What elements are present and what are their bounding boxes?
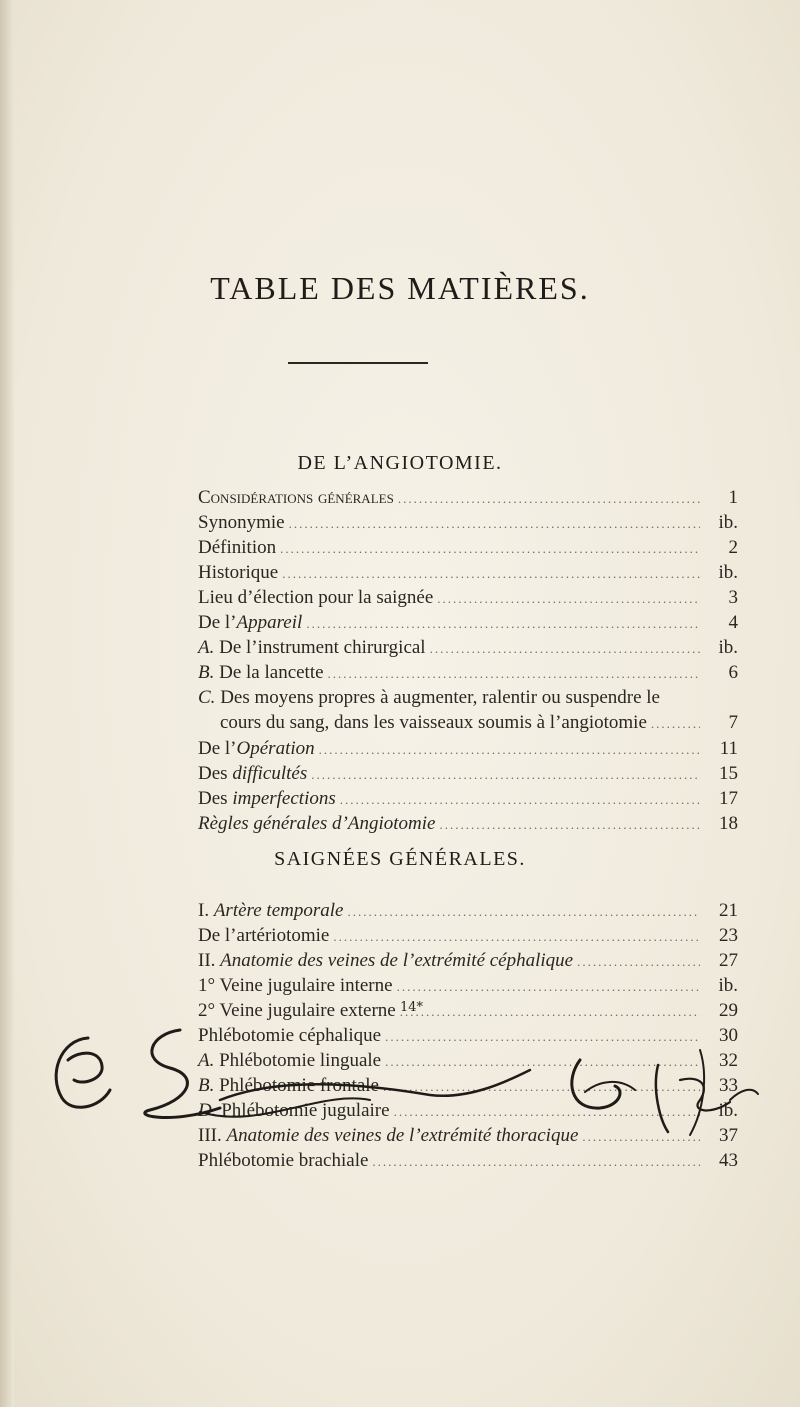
- toc-entry-prefix: B.: [198, 1075, 215, 1096]
- toc-entry: [198, 560, 738, 585]
- toc-entry-page: 17: [719, 788, 738, 809]
- toc-entry-page: 3: [728, 587, 738, 608]
- toc-entry-title: De l’instrument chirurgical: [219, 637, 426, 658]
- toc-entry-title: imperfections: [232, 788, 336, 809]
- toc-entry: [198, 635, 738, 660]
- toc-entry-label: [198, 635, 426, 660]
- toc-entry-page: 32: [719, 1050, 738, 1071]
- toc-entry: [198, 485, 738, 510]
- toc-entry-page: 6: [728, 662, 738, 683]
- toc-entry-prefix: I.: [198, 900, 210, 921]
- toc-entry-prefix: III.: [198, 1125, 222, 1146]
- toc-entry-prefix: A.: [198, 1050, 215, 1071]
- toc-entry-title: Des moyens propres à augmenter, ralentir ou suspendre le: [220, 687, 660, 708]
- toc-entry-page: 33: [719, 1075, 738, 1096]
- toc-entry-label: De l’artériotomie: [198, 925, 330, 946]
- toc-entry: [198, 973, 738, 998]
- toc-entry-title: Phlébotomie jugulaire: [221, 1100, 390, 1121]
- toc-entry-title: De la lancette: [219, 662, 324, 683]
- toc-entry-prefix: Des: [198, 763, 228, 784]
- leader-dots: [280, 536, 700, 561]
- toc-entry-page: ib.: [718, 1100, 738, 1121]
- leader-dots: [398, 486, 700, 511]
- toc-entry-title: Veine jugulaire interne: [219, 975, 393, 996]
- toc-entry-title: Anatomie des veines de l’extrémité céphalique: [220, 950, 574, 971]
- toc-entry-page: 30: [719, 1025, 738, 1046]
- toc-entry-label: Règles générales d’Angiotomie: [198, 813, 436, 834]
- toc-entry-prefix: Des: [198, 788, 228, 809]
- leader-dots: [340, 787, 700, 812]
- toc-entry-title: Anatomie des veines de l’extrémité thoracique: [226, 1125, 579, 1146]
- toc-entry-prefix: D.: [198, 1100, 217, 1121]
- toc-entry-page: ib.: [718, 562, 738, 583]
- toc-entry: [198, 811, 738, 836]
- section-heading-angiotomie: DE L’ANGIOTOMIE.: [297, 452, 503, 474]
- show-through-bleed: [330, 88, 690, 238]
- toc-entry-page: ib.: [718, 975, 738, 996]
- toc-entry-title: Phlébotomie frontale: [219, 1075, 379, 1096]
- toc-entry-prefix: II.: [198, 950, 216, 971]
- toc-entry: [198, 510, 738, 535]
- toc-entry-title: Artère temporale: [213, 900, 344, 921]
- toc-entry-page: 4: [728, 612, 738, 633]
- toc-entry-label: [198, 610, 302, 635]
- leader-dots: [333, 924, 700, 949]
- toc-entry: [198, 898, 738, 923]
- toc-entry-label: [198, 736, 315, 761]
- toc-entry-label: Historique: [198, 562, 279, 583]
- leader-dots: [651, 711, 700, 736]
- toc-entry-page: 21: [719, 900, 738, 921]
- toc-entry-page: 18: [719, 813, 738, 834]
- toc-entry-page: 2: [728, 537, 738, 558]
- leader-dots: [311, 762, 700, 787]
- leader-dots: [306, 611, 700, 636]
- toc-entry-prefix: A.: [198, 637, 215, 658]
- leader-dots: [577, 949, 700, 974]
- toc-entry-label: [198, 660, 324, 685]
- toc-entry-label: [198, 786, 336, 811]
- toc-entry-page: 27: [719, 950, 738, 971]
- toc-entry-label: [198, 948, 573, 973]
- toc-entry-page: 7: [728, 712, 738, 733]
- toc-entry: [198, 610, 738, 635]
- toc-entry-page: 15: [719, 763, 738, 784]
- toc-entry-line-1: [198, 685, 738, 710]
- toc-entry-prefix: B.: [198, 662, 215, 683]
- toc-entry-line-2: [198, 710, 738, 736]
- leader-dots: [437, 586, 700, 611]
- toc-entry-page: 1: [728, 487, 738, 508]
- toc-section-angiotomie: [198, 485, 738, 836]
- leader-dots: [282, 561, 700, 586]
- leader-dots: [439, 812, 700, 837]
- toc-entry-page: 29: [719, 1000, 738, 1021]
- leader-dots: [372, 1149, 700, 1174]
- toc-entry-page: ib.: [718, 512, 738, 533]
- toc-entry-prefix: 1°: [198, 975, 216, 996]
- toc-entry-label: Synonymie: [198, 512, 285, 533]
- toc-entry-label: Considérations générales: [198, 487, 394, 508]
- toc-entry-prefix: C.: [198, 687, 216, 708]
- page-spine-shadow: [0, 0, 14, 1407]
- toc-entry-label: [198, 761, 307, 786]
- toc-entry: [198, 535, 738, 560]
- toc-entry: [198, 761, 738, 786]
- toc-entry-page: 37: [719, 1125, 738, 1146]
- toc-entry: [198, 786, 738, 811]
- toc-entry-label: Lieu d’élection pour la saignée: [198, 587, 434, 608]
- toc-entry-title: difficultés: [232, 763, 308, 784]
- toc-entry-label: Phlébotomie brachiale: [198, 1150, 369, 1171]
- toc-entry-title: Veine jugulaire externe: [219, 1000, 396, 1021]
- leader-dots: [319, 737, 700, 762]
- title-divider: [288, 362, 428, 364]
- toc-entry: [198, 1148, 738, 1173]
- handwritten-signature: [40, 1020, 760, 1140]
- leader-dots: [347, 899, 700, 924]
- page-title: TABLE DES MATIÈRES.: [210, 270, 590, 306]
- leader-dots: [430, 636, 700, 661]
- toc-entry-page: 23: [719, 925, 738, 946]
- toc-entry-title: Opération: [236, 738, 315, 759]
- toc-entry-prefix: De l’: [198, 612, 237, 633]
- toc-entry-prefix: 2°: [198, 1000, 216, 1021]
- toc-entry-title: Appareil: [236, 612, 303, 633]
- toc-entry: [198, 923, 738, 948]
- leader-dots: [289, 511, 700, 536]
- section-heading-saignees: SAIGNÉES GÉNÉRALES.: [274, 848, 526, 870]
- signature-mark: 14*: [400, 1000, 424, 1015]
- toc-entry: [198, 585, 738, 610]
- toc-entry-title: Phlébotomie linguale: [219, 1050, 382, 1071]
- toc-entry-continuation: cours du sang, dans les vaisseaux soumis à l’angiotomie: [220, 712, 647, 733]
- leader-dots: [397, 974, 700, 999]
- toc-entry-label: Définition: [198, 537, 277, 558]
- toc-entry-multiline: [198, 685, 738, 736]
- toc-entry-prefix: De l’: [198, 738, 237, 759]
- toc-entry: [198, 948, 738, 973]
- leader-dots: [328, 661, 700, 686]
- toc-entry-label: [198, 898, 343, 923]
- toc-entry-page: ib.: [718, 637, 738, 658]
- toc-entry-page: 43: [719, 1150, 738, 1171]
- toc-entry: [198, 660, 738, 685]
- toc-entry-page: 11: [719, 738, 738, 759]
- toc-entry-label: Phlébotomie céphalique: [198, 1025, 382, 1046]
- toc-entry-label: [198, 973, 393, 998]
- toc-entry: [198, 736, 738, 761]
